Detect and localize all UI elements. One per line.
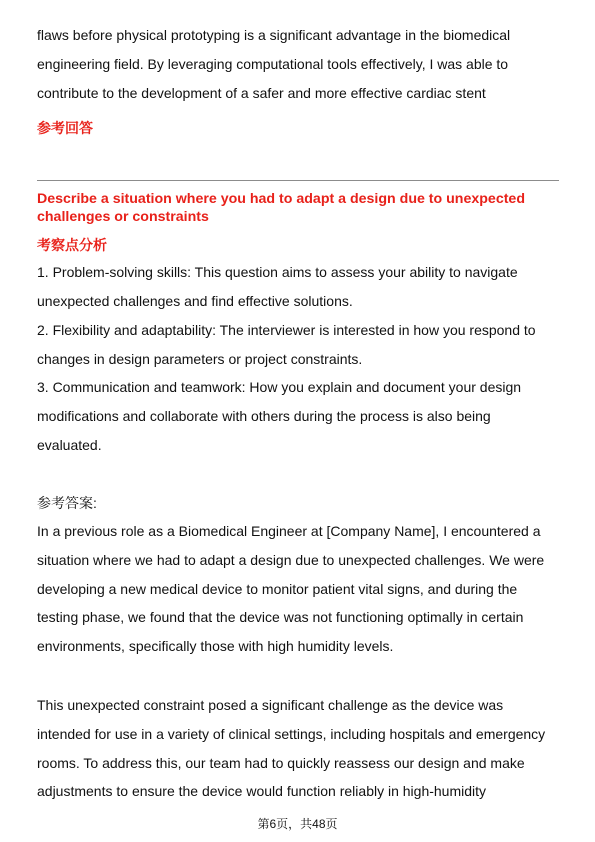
analysis-line-5: 3. Communication and teamwork: How you explain and document your design [37, 379, 522, 395]
question-line-1: Describe a situation where you had to adapt a design due to unexpected [37, 191, 525, 207]
answer-p1-line-4: testing phase, we found that the device was not functioning optimally in certain [37, 609, 524, 625]
analysis-heading: 考察点分析 [37, 237, 107, 253]
answer-label: 参考答案: [37, 495, 97, 511]
answer-p1-line-5: environments, specifically those with high humidity levels. [37, 638, 394, 654]
answer-p2-line-2: intended for use in a variety of clinical settings, including hospitals and emergency [37, 726, 546, 742]
answer-p2-line-4: adjustments to ensure the device would function reliably in high-humidity [37, 783, 487, 799]
answer-p2-line-1: This unexpected constraint posed a significant challenge as the device was [37, 697, 504, 713]
analysis-line-1: 1. Problem-solving skills: This question aims to assess your ability to navigate [37, 264, 518, 280]
reference-answer-heading: 参考回答 [37, 120, 93, 136]
intro-line-2: engineering field. By leveraging computational tools effectively, I was able to [37, 56, 509, 72]
analysis-line-4: changes in design parameters or project constraints. [37, 351, 363, 367]
answer-p1-line-1: In a previous role as a Biomedical Engineer at [Company Name], I encountered a [37, 523, 541, 539]
answer-p1-line-2: situation where we had to adapt a design due to unexpected challenges. We were [37, 552, 545, 568]
analysis-line-3: 2. Flexibility and adaptability: The interviewer is interested in how you respond to [37, 322, 536, 338]
question-title [37, 190, 562, 226]
answer-p2-line-3: rooms. To address this, our team had to quickly reassess our design and make [37, 755, 525, 771]
intro-line-3: contribute to the development of a safer and more effective cardiac stent [37, 85, 486, 101]
intro-line-1: flaws before physical prototyping is a significant advantage in the biomedical [37, 27, 511, 43]
analysis-line-2: unexpected challenges and find effective solutions. [37, 293, 353, 309]
answer-p1-line-3: developing a new medical device to monitor patient vital signs, and during the [37, 581, 518, 597]
analysis-line-6: modifications and collaborate with others during the process is also being [37, 408, 491, 424]
question-line-2: challenges or constraints [37, 209, 209, 225]
page-number-footer: 第6页，共48页 [257, 817, 338, 831]
analysis-line-7: evaluated. [37, 437, 102, 453]
section-divider [37, 180, 559, 181]
